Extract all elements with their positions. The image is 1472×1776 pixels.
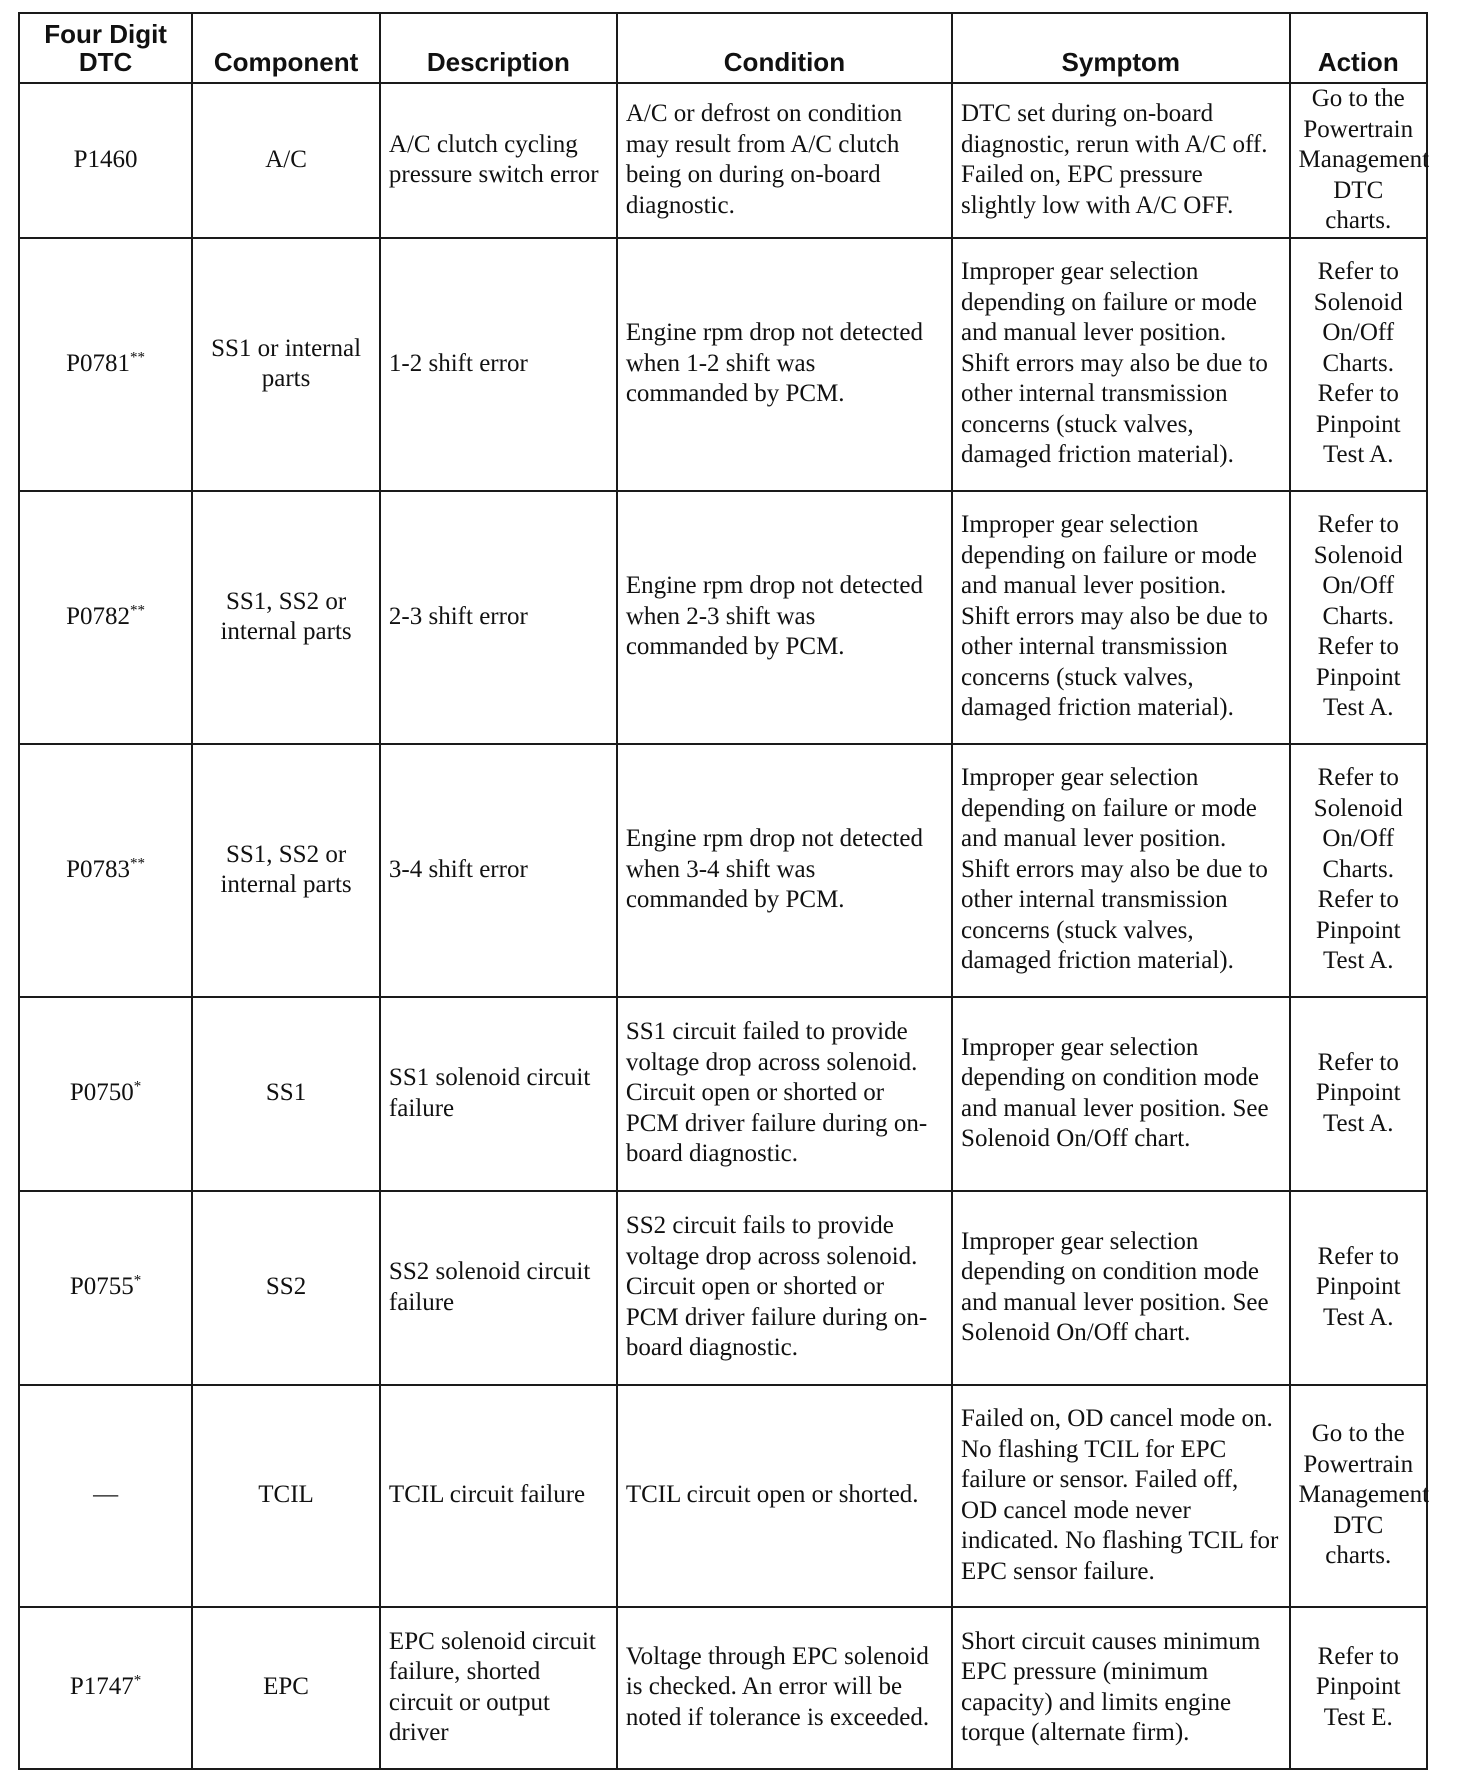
description-cell: 1-2 shift error <box>380 238 617 491</box>
component-cell: SS1 or internal parts <box>192 238 380 491</box>
symptom-cell: Failed on, OD cancel mode on. No flashing TCIL for EPC failure or sensor. Failed off, OD cancel mode never indicated. No flashing TCIL for EPC sensor failure. <box>952 1385 1289 1607</box>
dtc-code-cell <box>19 238 192 491</box>
table-row <box>19 1607 1427 1769</box>
symptom-cell: Improper gear selection depending on failure or mode and manual lever position. Shift errors may also be due to other internal transmission concerns (stuck valves, damaged friction material). <box>952 744 1289 997</box>
dtc-footnote-mark: * <box>133 1272 142 1289</box>
symptom-cell: Improper gear selection depending on condition mode and manual lever position. See Solenoid On/Off chart. <box>952 1191 1289 1385</box>
table-row <box>19 1191 1427 1385</box>
dtc-code-cell <box>19 997 192 1191</box>
table-row <box>19 744 1427 997</box>
dtc-footnote-mark: ** <box>130 855 146 872</box>
dtc-footnote-mark: * <box>133 1672 142 1689</box>
table-row <box>19 491 1427 744</box>
component-cell: TCIL <box>192 1385 380 1607</box>
action-cell: Refer to Pinpoint Test A. <box>1290 997 1427 1191</box>
description-cell: SS2 solenoid circuit failure <box>380 1191 617 1385</box>
action-cell: Refer to Solenoid On/Off Charts. Refer to Pinpoint Test A. <box>1290 491 1427 744</box>
description-cell: A/C clutch cycling pressure switch error <box>380 83 617 238</box>
action-cell: Refer to Solenoid On/Off Charts. Refer to Pinpoint Test A. <box>1290 238 1427 491</box>
table-row <box>19 238 1427 491</box>
symptom-cell: Improper gear selection depending on condition mode and manual lever position. See Solenoid On/Off chart. <box>952 997 1289 1191</box>
dtc-code-cell <box>19 1385 192 1607</box>
dtc-code: — <box>93 1481 119 1509</box>
dtc-footnote-mark: * <box>133 1078 142 1095</box>
header-component: Component <box>192 13 380 83</box>
table-row <box>19 997 1427 1191</box>
header-action: Action <box>1290 13 1427 83</box>
dtc-code: P0750 <box>69 1079 134 1107</box>
description-cell: EPC solenoid circuit failure, shorted circuit or output driver <box>380 1607 617 1769</box>
component-cell: SS1 <box>192 997 380 1191</box>
description-cell: 2-3 shift error <box>380 491 617 744</box>
description-cell: 3-4 shift error <box>380 744 617 997</box>
dtc-code: P0781 <box>66 349 131 377</box>
dtc-table <box>18 12 1428 1770</box>
header-symptom: Symptom <box>952 13 1289 83</box>
component-cell: SS1, SS2 or internal parts <box>192 744 380 997</box>
description-cell: TCIL circuit failure <box>380 1385 617 1607</box>
dtc-code: P0755 <box>69 1273 134 1301</box>
action-cell: Refer to Pinpoint Test E. <box>1290 1607 1427 1769</box>
condition-cell: SS1 circuit failed to provide voltage drop across solenoid. Circuit open or shorted or PCM driver failure during on-board diagnostic. <box>617 997 952 1191</box>
dtc-code: P1460 <box>73 146 138 173</box>
header-dtc: Four Digit DTC <box>19 13 192 83</box>
condition-cell: TCIL circuit open or shorted. <box>617 1385 952 1607</box>
component-cell: EPC <box>192 1607 380 1769</box>
condition-cell: A/C or defrost on condition may result from A/C clutch being on during on-board diagnostic. <box>617 83 952 238</box>
action-cell: Refer to Solenoid On/Off Charts. Refer to Pinpoint Test A. <box>1290 744 1427 997</box>
condition-cell: Engine rpm drop not detected when 2-3 shift was commanded by PCM. <box>617 491 952 744</box>
symptom-cell: DTC set during on-board diagnostic, rerun with A/C off. Failed on, EPC pressure slightly low with A/C OFF. <box>952 83 1289 238</box>
dtc-code-cell <box>19 744 192 997</box>
dtc-code: P1747 <box>69 1673 134 1701</box>
header-description: Description <box>380 13 617 83</box>
dtc-footnote-mark: ** <box>130 349 146 366</box>
dtc-code-cell <box>19 491 192 744</box>
description-cell: SS1 solenoid circuit failure <box>380 997 617 1191</box>
action-cell: Go to the Powertrain Management DTC charts. <box>1290 1385 1427 1607</box>
component-cell: A/C <box>192 83 380 238</box>
condition-cell: Voltage through EPC solenoid is checked. An error will be noted if tolerance is exceeded. <box>617 1607 952 1769</box>
table-row <box>19 83 1427 238</box>
dtc-code-cell <box>19 1191 192 1385</box>
dtc-code: P0782 <box>66 602 131 630</box>
dtc-code: P0783 <box>66 855 131 883</box>
table-header-row <box>19 13 1427 83</box>
table-row <box>19 1385 1427 1607</box>
action-cell: Go to the Powertrain Management DTC charts. <box>1290 83 1427 238</box>
condition-cell: SS2 circuit fails to provide voltage drop across solenoid. Circuit open or shorted or PCM driver failure during on-board diagnostic. <box>617 1191 952 1385</box>
component-cell: SS1, SS2 or internal parts <box>192 491 380 744</box>
dtc-code-cell <box>19 1607 192 1769</box>
symptom-cell: Improper gear selection depending on failure or mode and manual lever position. Shift errors may also be due to other internal transmission concerns (stuck valves, damaged friction material). <box>952 491 1289 744</box>
condition-cell: Engine rpm drop not detected when 3-4 shift was commanded by PCM. <box>617 744 952 997</box>
symptom-cell: Short circuit causes minimum EPC pressure (minimum capacity) and limits engine torque (alternate firm). <box>952 1607 1289 1769</box>
symptom-cell: Improper gear selection depending on failure or mode and manual lever position. Shift errors may also be due to other internal transmission concerns (stuck valves, damaged friction material). <box>952 238 1289 491</box>
action-cell: Refer to Pinpoint Test A. <box>1290 1191 1427 1385</box>
header-condition: Condition <box>617 13 952 83</box>
component-cell: SS2 <box>192 1191 380 1385</box>
dtc-footnote-mark: ** <box>130 602 146 619</box>
condition-cell: Engine rpm drop not detected when 1-2 shift was commanded by PCM. <box>617 238 952 491</box>
dtc-code-cell <box>19 83 192 238</box>
